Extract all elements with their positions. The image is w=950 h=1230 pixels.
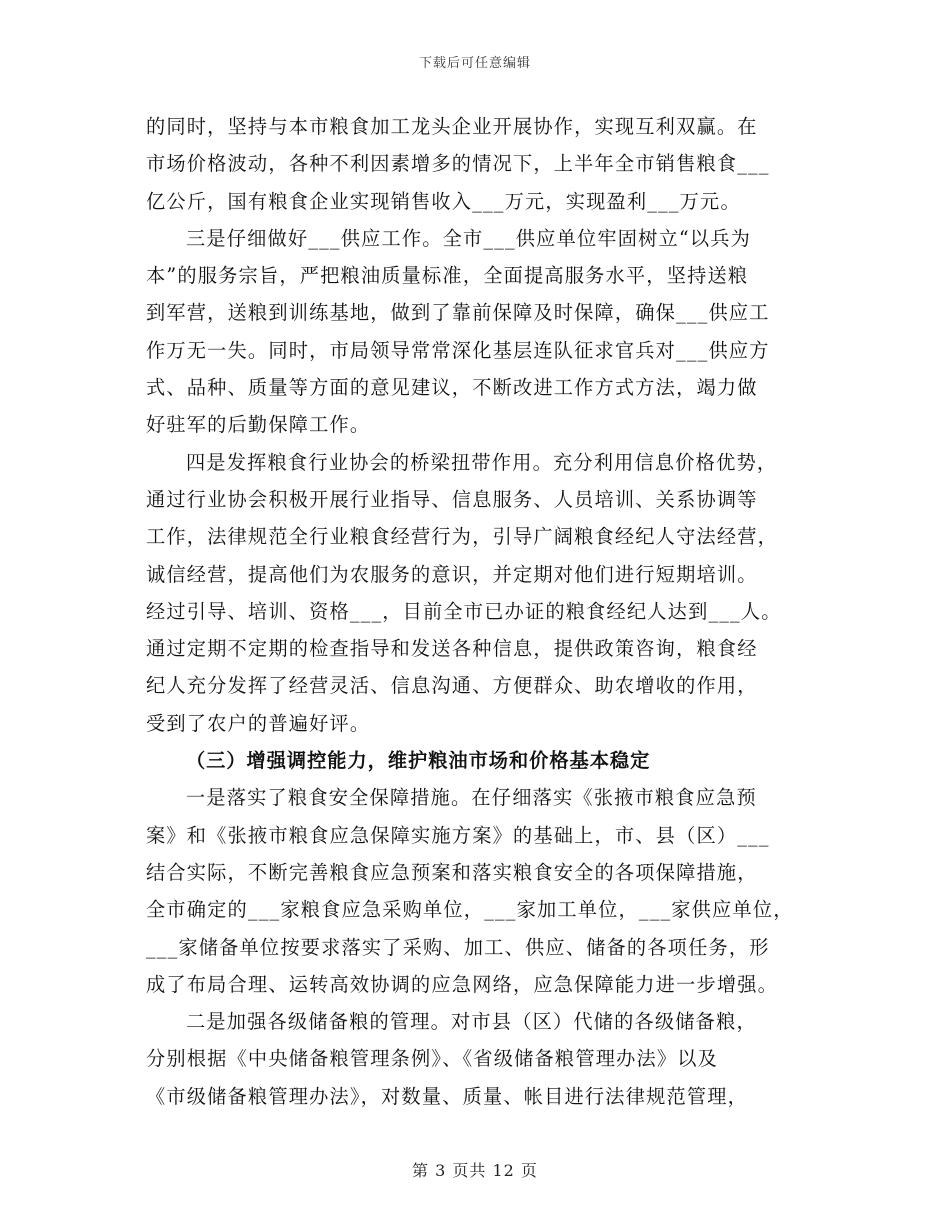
text-line: 二是加强各级储备粮的管理。对市县（区）代储的各级储备粮， <box>186 1010 757 1034</box>
text-line: 纪人充分发挥了经营灵活、信息沟通、方便群众、助农增收的作用， <box>146 674 758 698</box>
text-line: 好驻军的后勤保障工作。 <box>146 413 371 437</box>
text-line: 工作，法律规范全行业粮食经营行为，引导广阔粮食经纪人守法经营， <box>146 525 779 549</box>
section-heading: （三）增强调控能力，维护粮油市场和价格基本稳定 <box>186 749 651 773</box>
text-line: 《市级储备粮管理办法》，对数量、质量、帐目进行法律规范管理， <box>146 1084 749 1108</box>
header-note: 下载后可任意编辑 <box>418 56 531 71</box>
document-body <box>146 108 810 1115</box>
text-line: 到军营，送粮到训练基地，做到了靠前保障及时保障，确保___供应工 <box>146 301 770 325</box>
text-line: 全市确定的___家粮食应急采购单位，___家加工单位，___家供应单位， <box>146 898 794 922</box>
text-line: 经过引导、培训、资格___，目前全市已办证的粮食经纪人达到___人。 <box>146 599 782 623</box>
text-line: 式、品种、质量等方面的意见建议，不断改进工作方式方法，竭力做 <box>146 376 758 400</box>
text-line: 亿公斤，国有粮食企业实现销售收入___万元，实现盈利___万元。 <box>146 189 741 213</box>
text-line: 三是仔细做好___供应工作。全市___供应单位牢固树立“以兵为 <box>186 226 752 250</box>
text-line: 案》和《张掖市粮食应急保障实施方案》的基础上，市、县（区）___ <box>146 823 770 847</box>
text-line: 市场价格波动，各种不利因素增多的情况下，上半年全市销售粮食___ <box>146 152 770 176</box>
text-line: 受到了农户的普遍好评。 <box>146 711 371 735</box>
text-line: 分别根据《中央储备粮管理条例》、《省级储备粮管理办法》以及 <box>146 1047 719 1071</box>
page-footer: 第 3 页共 12 页 <box>412 1161 538 1180</box>
text-line: 通过行业协会积极开展行业指导、信息服务、人员培训、关系协调等 <box>146 487 758 511</box>
text-line: 一是落实了粮食安全保障措施。在仔细落实《张掖市粮食应急预 <box>186 786 757 810</box>
text-line: 四是发挥粮食行业协会的桥梁扭带作用。充分利用信息价格优势， <box>186 450 778 474</box>
text-line: 作万无一失。同时，市局领导常常深化基层连队征求官兵对___供应方 <box>146 338 770 362</box>
text-line: 诚信经营，提高他们为农服务的意识，并定期对他们进行短期培训。 <box>146 562 758 586</box>
text-line: 成了布局合理、运转高效协调的应急网络，应急保障能力进一步增强。 <box>146 972 779 996</box>
text-line: 通过定期不定期的检查指导和发送各种信息，提供政策咨询，粮食经 <box>146 637 758 661</box>
text-line: ___家储备单位按要求落实了采购、加工、供应、储备的各项任务，形 <box>146 935 770 959</box>
text-line: 结合实际，不断完善粮食应急预案和落实粮食安全的各项保障措施， <box>146 860 758 884</box>
text-line: 的同时，坚持与本市粮食加工龙头企业开展协作，实现互利双赢。在 <box>146 115 758 138</box>
text-line: 本”的服务宗旨，严把粮油质量标准，全面提高服务水平，坚持送粮 <box>146 264 749 288</box>
